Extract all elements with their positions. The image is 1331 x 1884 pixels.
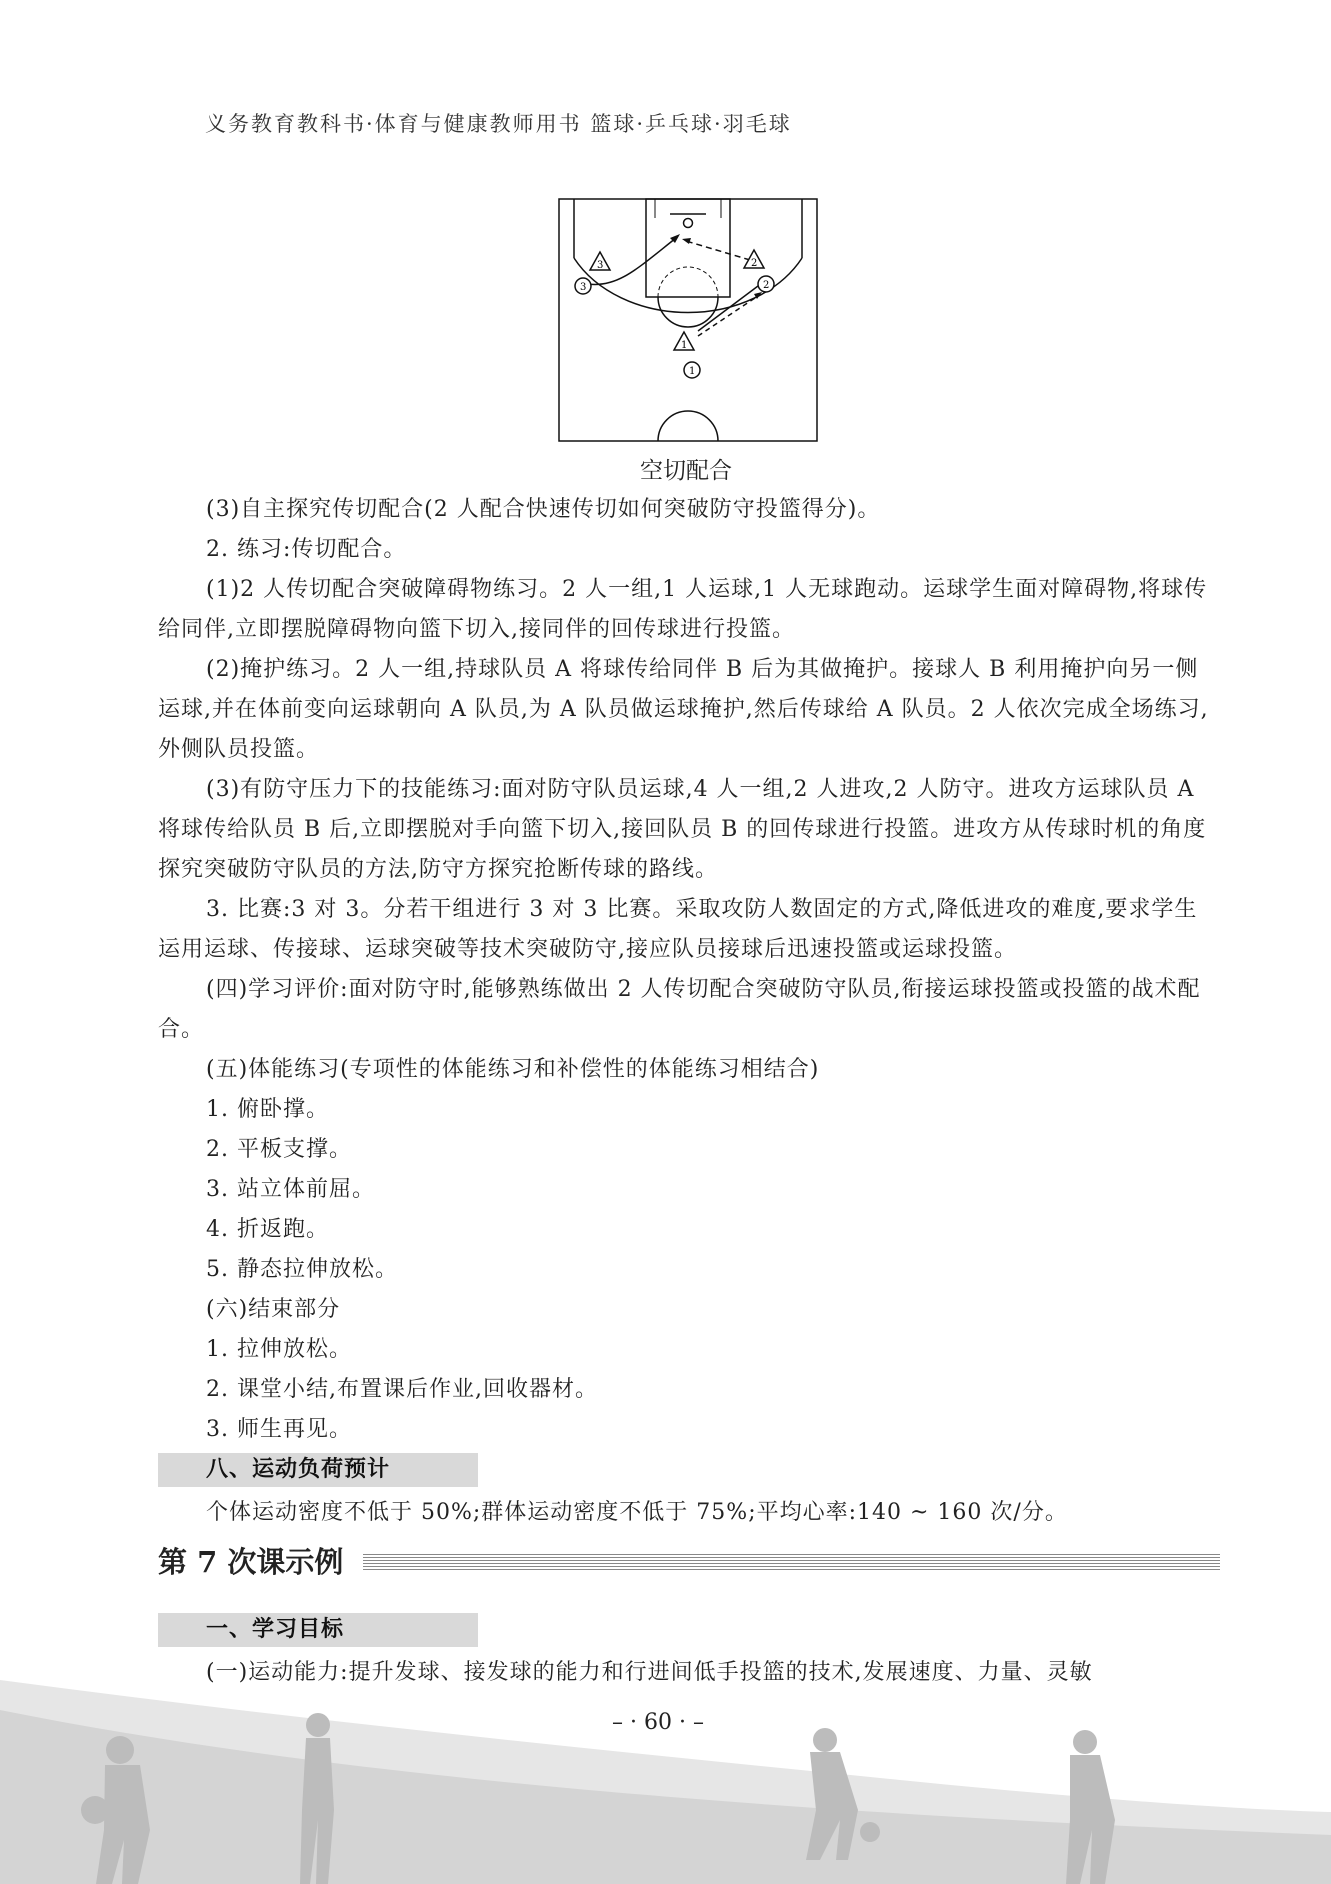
list-item: 3. 站立体前屈。 [206,1177,375,1202]
paragraph: (2)掩护练习。2 人一组,持球队员 A 将球传给同伴 B 后为其做掩护。接球人 B 利用掩护向另一侧运球,并在体前变向运球朝向 A 队员,为 A 队员做运球掩护,然后传球给 A 队员。2 人依次完成全场练习,外侧队员投篮。 [158,657,1209,762]
basketball-play-diagram [558,198,818,442]
defender-2-label: 2 [751,258,758,269]
center-circle [658,411,718,441]
attacker-2-label: 2 [763,280,770,291]
paragraph: (四)学习评价:面对防守时,能够熟练做出 2 人传切配合突破防守队员,衔接运球投篮或投篮的战术配合。 [158,977,1201,1042]
attacker-3-label: 3 [580,282,587,293]
hoop [684,219,693,228]
lesson-title: 第 7 次课示例 [158,1540,353,1581]
list-item: 3. 师生再见。 [206,1417,352,1442]
section-heading: 一、学习目标 [158,1613,478,1647]
main-text [158,490,1220,1533]
list-item: 2. 课堂小结,布置课后作业,回收器材。 [206,1377,598,1402]
paragraph: 3. 比赛:3 对 3。分若干组进行 3 对 3 比赛。采取攻防人数固定的方式,降低进攻的难度,要求学生运用运球、传接球、运球突破等技术突破防守,接应队员接球后迅速投篮或运球投篮。 [158,897,1198,962]
paragraph: (一)运动能力:提升发球、接发球的能力和行进间低手投篮的技术,发展速度、力量、灵敏 [206,1660,1093,1685]
defender-1-label: 1 [681,340,688,351]
exercise-load-text: 个体运动密度不低于 50%;群体运动密度不低于 75%;平均心率:140 ~ 160 次/分。 [206,1500,1068,1525]
decorative-rule [363,1554,1220,1570]
defender-3-label: 3 [597,260,604,271]
paragraph: (1)2 人传切配合突破障碍物练习。2 人一组,1 人运球,1 人无球跑动。运球学生面对障碍物,将球传给同伴,立即摆脱障碍物向篮下切入,接同伴的回传球进行投篮。 [158,577,1208,642]
section-heading: 八、运动负荷预计 [158,1453,478,1487]
list-item: (五)体能练习(专项性的体能练习和补偿性的体能练习相结合) [206,1057,820,1082]
list-item: 1. 拉伸放松。 [206,1337,352,1362]
footer-decoration [0,1660,1331,1884]
running-header: 义务教育教科书·体育与健康教师用书 篮球·乒乓球·羽毛球 [205,112,792,136]
page-number: – · 60 · – [612,1710,704,1735]
list-item: 4. 折返跑。 [206,1217,329,1242]
attacker-1-label: 1 [689,366,696,377]
court-border [559,199,817,441]
list-item: 2. 平板支撑。 [206,1137,352,1162]
paragraph: (3)有防守压力下的技能练习:面对防守队员运球,4 人一组,2 人进攻,2 人防守。进攻方运球队员 A 将球传给队员 B 后,立即摆脱对手向篮下切入,接回队员 B 的回传球进行投篮。进攻方从传球时机的角度探究突破防守队员的方法,防守方探究抢断传球的路线。 [158,777,1207,882]
list-item: 5. 静态拉伸放松。 [206,1257,398,1282]
list-item: (六)结束部分 [206,1297,341,1322]
cut-path-2 [698,286,758,331]
pass-line-1 [698,296,758,336]
pass-line-2 [686,241,750,260]
figure-caption: 空切配合 [640,458,732,484]
paragraph: 2. 练习:传切配合。 [206,537,407,562]
paragraph: (3)自主探究传切配合(2 人配合快速传切如何突破防守投篮得分)。 [206,497,881,522]
lesson-heading [158,1540,1220,1590]
list-item: 1. 俯卧撑。 [206,1097,329,1122]
